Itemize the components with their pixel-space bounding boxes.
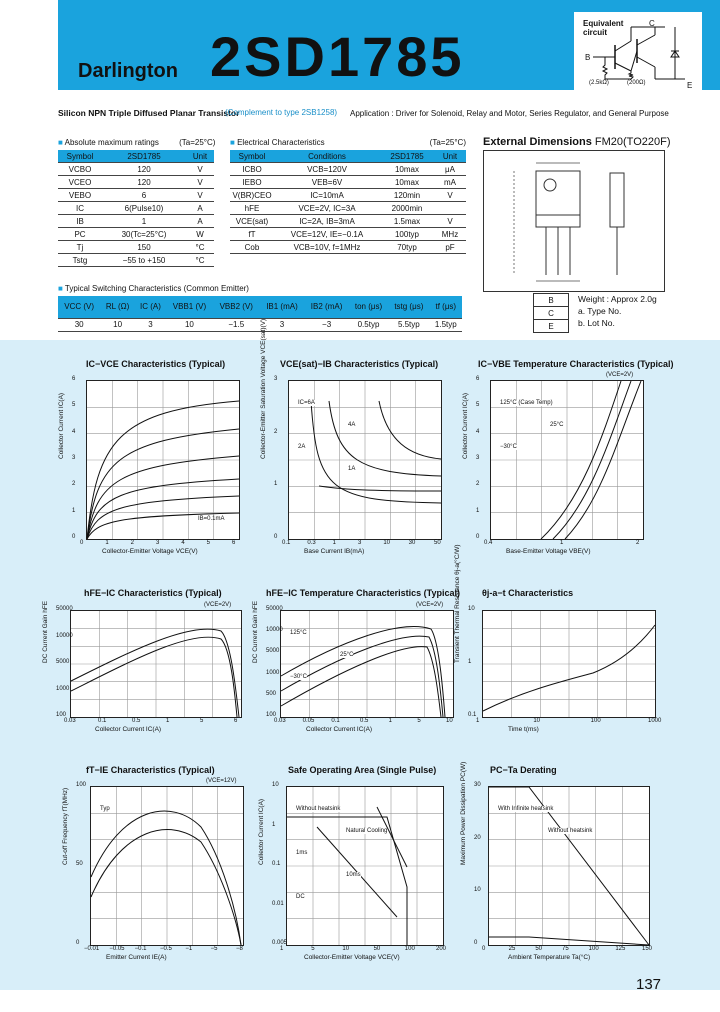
table-row: V(BR)CEO IC=10mA 120min V [230, 189, 466, 202]
g7-plot [90, 786, 244, 946]
y-tick-label: 3 [274, 376, 278, 382]
curve-label: With Infinite heatsink [498, 806, 554, 812]
x-tick-label: −0.05 [109, 946, 125, 952]
g5-svg [281, 611, 453, 717]
x-tick-label: 2 [130, 540, 134, 546]
y-tick-label: 100 [76, 782, 87, 788]
y-tick-label: 3 [476, 455, 480, 461]
y-tick-label: 10 [468, 606, 475, 612]
curve-label: −30°C [290, 674, 307, 680]
y-tick-label: 6 [476, 376, 480, 382]
x-tick-label: 3 [156, 540, 160, 546]
table-row: IEBO VEB=6V 10max mA [230, 176, 466, 189]
part-number: 2SD1785 [210, 25, 465, 88]
complement-note: (Complement to type 2SB1258) [225, 108, 338, 117]
ext-title: External Dimensions FM20(TO220F) [483, 136, 671, 148]
x-tick-label: 5 [206, 540, 210, 546]
x-tick-label: 10 [533, 718, 541, 724]
x-tick-label: 5 [417, 718, 421, 724]
page-number: 137 [636, 976, 662, 993]
x-axis-label: Emitter Current IE(A) [106, 954, 167, 961]
y-tick-label: 1 [468, 659, 472, 665]
table-row: fT VCE=12V, IE=−0.1A 100typ MHz [230, 228, 466, 241]
table-row: VCEO 120 V [58, 176, 214, 189]
y-tick-label: 0 [76, 940, 80, 946]
y-tick-label: 1000 [56, 685, 70, 692]
x-tick-label: 1 [476, 718, 480, 724]
y-tick-label: 4 [72, 428, 76, 435]
g7-title: fT−IE Characteristics (Typical) [86, 765, 215, 775]
table-row: Tstg −55 to +150 °C [58, 254, 214, 267]
y-tick-label: 0 [476, 534, 480, 540]
curve-label: −30°C [500, 444, 517, 450]
g1-title: IC−VCE Characteristics (Typical) [86, 359, 226, 369]
x-axis-label: Base Current IB(mA) [304, 548, 365, 555]
eq-label2: circuit [583, 28, 608, 37]
x-tick-label: 0.03 [274, 718, 286, 724]
x-tick-label: 3 [358, 540, 362, 546]
curve-note: IB=0.1mA [198, 516, 225, 522]
y-axis-label: DC Current Gain hFE [252, 600, 259, 663]
curve-label: 125°C (Case Temp) [500, 400, 553, 406]
x-tick-label: 0.1 [282, 540, 291, 546]
curve-label: 25°C [340, 652, 354, 658]
eq-pin-e: E [687, 81, 693, 90]
x-tick-label: 1 [166, 718, 170, 724]
x-tick-label: 10 [446, 718, 453, 724]
curve-label: Without heatsink [548, 828, 593, 834]
condition-label: (VCE=2V) [416, 602, 444, 608]
y-tick-label: 3 [72, 455, 76, 461]
x-tick-label: 1 [105, 540, 109, 546]
elec-title: ■ Electrical Characteristics (Ta=25°C) [230, 138, 466, 147]
x-tick-label: 6 [232, 540, 236, 546]
x-tick-label: 0 [482, 946, 486, 952]
condition-label: (VCE=2V) [606, 372, 634, 378]
table-row: IB 1 A [58, 215, 214, 228]
curve-label: Natural Cooling [346, 828, 388, 834]
x-tick-label: 125 [615, 946, 626, 952]
y-tick-label: 1 [274, 481, 278, 488]
x-tick-label: −8 [236, 946, 243, 952]
abs-max-title: ■ Absolute maximum ratings (Ta=25°C) [58, 138, 216, 147]
curve-label: 2A [298, 444, 306, 450]
y-axis-label: Collector Current IC(A) [58, 392, 65, 459]
y-tick-label: 50 [76, 861, 83, 867]
x-tick-label: 100 [404, 946, 415, 952]
x-tick-label: 10 [342, 946, 350, 952]
y-tick-label: 1 [476, 507, 480, 514]
abs-max-table: Symbol 2SD1785 Unit VCBO 120 V VCEO 120 V VEBO 6 V IC 6(Pulse10) A IB 1 A PC 30(Tc=25°C) W Tj 150 °C Tstg −55 to +150 °C [58, 150, 214, 267]
y-tick-label: 1 [272, 821, 276, 828]
transistor-type: Silicon NPN Triple Diffused Planar Transistor [58, 108, 240, 118]
y-axis-label: DC Current Gain hFE [42, 600, 49, 663]
curve-label: Typ [100, 806, 110, 812]
x-axis-label: Ambient Temperature Ta(°C) [508, 954, 591, 961]
g4-svg [71, 611, 241, 717]
g2-curve-3 [319, 486, 441, 491]
g4-curve-1 [71, 637, 237, 717]
eq-circuit-symbol [575, 13, 701, 93]
g5-plot [280, 610, 454, 718]
y-axis-label: Cut-off Frequency fT(MHz) [62, 787, 69, 865]
x-tick-label: −0.5 [160, 946, 172, 952]
x-tick-label: 50 [373, 946, 381, 952]
y-tick-label: 0.01 [272, 900, 284, 907]
y-tick-label: 5000 [266, 648, 280, 655]
x-tick-label: 0.5 [132, 718, 141, 724]
x-axis-label: Collector Current IC(A) [306, 726, 373, 733]
g4-curve-0 [71, 629, 239, 717]
subtitle: Darlington [78, 60, 178, 82]
switching-table: VCC (V) RL (Ω) IC (A) VBB1 (V) VBB2 (V) IB1 (mA) IB2 (mA) ton (μs) tstg (μs) tf (μs) 30 10 3 10 −1.5 3 −3 0.5typ 5.5typ 1.5typ [58, 296, 462, 332]
table-row: hFE VCE=2V, IC=3A 2000min [230, 202, 466, 215]
g2-curve-2 [379, 401, 441, 459]
curve-label: 1A [348, 466, 356, 472]
x-tick-label: 0.05 [302, 718, 315, 724]
condition-label: (VCE=2V) [204, 602, 232, 608]
g7-curve-0 [91, 811, 241, 945]
y-tick-label: 0.1 [468, 712, 477, 718]
y-tick-label: 50000 [56, 606, 73, 612]
x-tick-label: 30 [408, 540, 416, 546]
x-tick-label: 1000 [648, 718, 662, 724]
x-tick-label: 2 [636, 540, 640, 546]
g6-svg [483, 611, 655, 717]
curve-label: 10ms [346, 872, 361, 878]
x-tick-label: 0.5 [360, 718, 369, 724]
condition-label: (VCE=12V) [206, 778, 237, 784]
x-tick-label: 50 [535, 946, 543, 952]
x-tick-label: 150 [642, 946, 653, 952]
g9-title: PC−Ta Derating [490, 765, 557, 775]
y-tick-label: 100 [56, 712, 67, 718]
x-axis-label: Collector Current IC(A) [95, 726, 162, 733]
g8-curve-0 [287, 817, 407, 945]
y-tick-label: 50000 [266, 606, 283, 612]
g5-title: hFE−IC Temperature Characteristics (Typical) [266, 588, 460, 598]
table-row: VCE(sat) IC=2A, IB=3mA 1.5max V [230, 215, 466, 228]
table-row: IC 6(Pulse10) A [58, 202, 214, 215]
y-tick-label: 5000 [56, 659, 70, 665]
y-tick-label: 0 [72, 534, 76, 540]
eq-r2: (200Ω) [627, 80, 646, 86]
y-axis-label: Collector-Emitter Saturation Voltage VCE(sat)(V) [260, 318, 267, 459]
y-axis-label: Collector Current IC(A) [258, 798, 265, 865]
x-tick-label: 1 [332, 540, 336, 546]
x-tick-label: 100 [590, 718, 601, 724]
curve-label: 1ms [296, 850, 308, 856]
equivalent-circuit-box [574, 12, 702, 94]
x-axis-label: Collector-Emitter Voltage VCE(V) [102, 548, 198, 555]
table-row: ICBO VCB=120V 10max μA [230, 163, 466, 176]
table-row: VCBO 120 V [58, 163, 214, 176]
x-tick-label: 5 [200, 718, 204, 724]
x-tick-label: 4 [181, 540, 185, 546]
eq-pin-c: C [649, 19, 655, 28]
g8-title: Safe Operating Area (Single Pulse) [288, 765, 437, 775]
g3-title: IC−VBE Temperature Characteristics (Typical) [478, 359, 674, 369]
y-tick-label: 2 [72, 481, 76, 488]
y-tick-label: 30 [474, 782, 481, 788]
x-tick-label: 6 [234, 718, 238, 724]
curve-label: Without heatsink [296, 806, 341, 812]
type-no-note: a. Type No. [578, 306, 622, 316]
g2-title: VCE(sat)−IB Characteristics (Typical) [280, 359, 439, 369]
x-tick-label: 1 [388, 718, 392, 724]
y-tick-label: 100 [266, 712, 277, 718]
g5-curve-0 [281, 627, 445, 717]
x-tick-label: −5 [210, 946, 218, 952]
elec-table: Symbol Conditions 2SD1785 Unit ICBO VCB=120V 10max μA IEBO VEB=6V 10max mA V(BR)CEO IC=10mA 120min V hFE VCE=2V, IC=3A 2000min VCE(sat) IC=2A, IB=3mA 1.5max V fT VCE=12V, IE=−0.1A 100typ MHz Cob VCB=10V, f=1MHz 70typ pF [230, 150, 466, 254]
y-tick-label: 4 [476, 428, 480, 435]
y-tick-label: 10000 [266, 627, 283, 634]
g2-curve-1 [329, 401, 441, 476]
y-axis-label: Maximum Power Dissipation PC(W) [460, 761, 467, 865]
x-axis-label: Base-Emitter Voltage VBE(V) [506, 548, 591, 555]
y-tick-label: 500 [266, 690, 277, 697]
package-drawing [484, 151, 664, 291]
g4-plot [70, 610, 242, 718]
eq-pin-b: B [585, 53, 591, 62]
x-tick-label: 5 [311, 946, 315, 952]
y-tick-label: 0 [274, 534, 278, 540]
table-row: PC 30(Tc=25°C) W [58, 228, 214, 241]
y-tick-label: 1 [72, 507, 76, 514]
x-axis-label: Collector-Emitter Voltage VCE(V) [304, 954, 400, 961]
y-tick-label: 10 [474, 887, 481, 894]
y-tick-label: 0 [474, 940, 478, 946]
switching-title: ■ Typical Switching Characteristics (Common Emitter) [58, 284, 249, 293]
y-tick-label: 10 [272, 782, 279, 788]
y-tick-label: 1000 [266, 669, 280, 676]
table-row: VEBO 6 V [58, 189, 214, 202]
x-tick-label: 100 [588, 946, 599, 952]
ext-drawing-box [483, 150, 665, 292]
y-tick-label: 10000 [56, 632, 73, 639]
x-tick-label: 0.03 [64, 718, 76, 724]
x-tick-label: 0.1 [331, 718, 340, 724]
x-tick-label: 0.1 [98, 718, 107, 724]
x-tick-label: −0.01 [84, 946, 100, 952]
x-tick-label: 1 [560, 540, 564, 546]
x-tick-label: −0.1 [134, 946, 147, 952]
g6-title: θj-a−t Characteristics [482, 588, 574, 598]
curve-label: 4A [348, 422, 356, 428]
table-row: Cob VCB=10V, f=1MHz 70typ pF [230, 241, 466, 254]
g7-svg [91, 787, 243, 945]
y-tick-label: 20 [474, 834, 481, 841]
y-axis-label: Collector Current IC(A) [462, 392, 469, 459]
x-tick-label: −1 [185, 946, 193, 952]
y-tick-label: 5 [72, 402, 76, 409]
eq-label1: Equivalent [583, 19, 624, 28]
x-tick-label: 200 [436, 946, 447, 952]
x-tick-label: 0.3 [307, 540, 316, 546]
y-tick-label: 2 [476, 481, 480, 488]
g4-title: hFE−IC Characteristics (Typical) [84, 588, 222, 598]
y-tick-label: 6 [72, 376, 76, 382]
curve-label: 125°C [290, 630, 307, 636]
eq-r1: (2.5kΩ) [589, 80, 609, 86]
application-text: Application : Driver for Solenoid, Relay and Motor, Series Regulator, and General Purpose [350, 109, 669, 118]
lot-no-note: b. Lot No. [578, 318, 615, 328]
x-tick-label: 50 [434, 540, 441, 546]
g8-curve-1 [377, 807, 407, 867]
g7-curve-1 [91, 830, 241, 945]
g6-plot [482, 610, 656, 718]
x-tick-label: 25 [508, 946, 516, 952]
x-tick-label: 1 [280, 946, 284, 952]
curve-label: DC [296, 894, 305, 900]
x-axis-label: Time t(ms) [508, 726, 539, 733]
curve-label: IC=6A [298, 400, 315, 406]
y-tick-label: 2 [274, 428, 278, 435]
y-tick-label: 0.1 [272, 861, 281, 867]
x-tick-label: 10 [383, 540, 391, 546]
weight: Weight : Approx 2.0g [578, 294, 657, 304]
x-tick-label: 75 [562, 946, 569, 952]
curve-label: 25°C [550, 422, 564, 428]
table-row: Tj 150 °C [58, 241, 214, 254]
pin-table: B C E [533, 293, 569, 333]
y-axis-label: Transient Thermal Resistance θj-a(°C/W) [454, 544, 461, 663]
x-tick-label: 0 [80, 540, 84, 546]
y-tick-label: 0.005 [272, 940, 288, 946]
table-row: 30 10 3 10 −1.5 3 −3 0.5typ 5.5typ 1.5typ [58, 318, 462, 331]
x-tick-label: 0.4 [484, 540, 493, 546]
y-tick-label: 5 [476, 402, 480, 409]
